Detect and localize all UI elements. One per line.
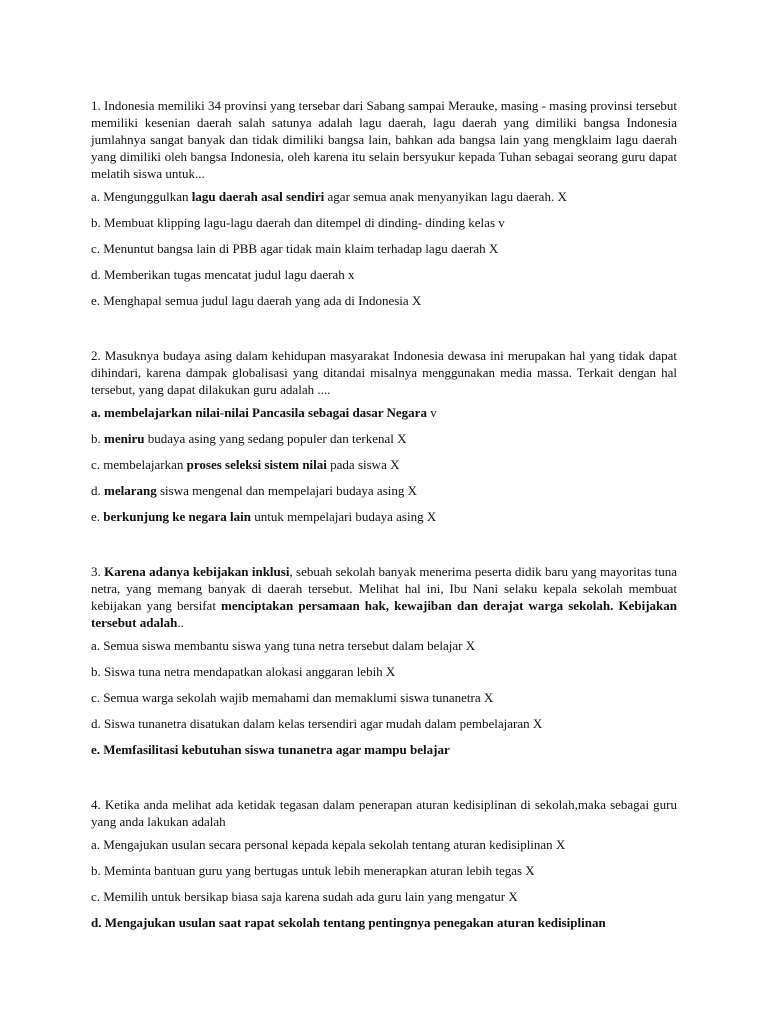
question-4-stem: 4. Ketika anda melihat ada ketidak tegasan dalam penerapan aturan kedisiplinan di sekolah,maka sebagai guru yang anda lakukan adalah <box>91 797 677 829</box>
spacer <box>91 525 677 563</box>
option-d-bold-text: d. Mengajukan usulan saat rapat sekolah tentang pentingnya penegakan aturan kedisiplinan <box>91 915 606 930</box>
option-a-bold-text: lagu daerah asal sendiri <box>191 189 325 204</box>
stem-bold-text-2: menciptakan persamaan hak, kewajiban dan derajat warga sekolah. Kebijakan tersebut adalah <box>91 598 677 630</box>
option-b-bold-text: meniru <box>104 431 145 446</box>
stem-bold-text-1: Karena adanya kebijakan inklusi <box>104 564 290 579</box>
question-1-option-b: b. Membuat klipping lagu-lagu daerah dan ditempel di dinding- dinding kelas v <box>91 215 505 230</box>
question-2-option-a: a. membelajarkan nilai-nilai Pancasila sebagai dasar Negara v <box>91 405 437 420</box>
option-e-bold-text: berkunjung ke negara lain <box>103 509 252 524</box>
question-4-option-d <box>91 914 677 931</box>
spacer <box>91 758 677 796</box>
question-1-option-d: d. Memberikan tugas mencatat judul lagu daerah x <box>91 267 355 282</box>
question-1-option-a: a. Mengunggulkan lagu daerah asal sendiri agar semua anak menyanyikan lagu daerah. X <box>91 189 567 204</box>
question-3-option-b: b. Siswa tuna netra mendapatkan alokasi anggaran lebih X <box>91 664 396 679</box>
question-3-option-d: d. Siswa tunanetra disatukan dalam kelas tersendiri agar mudah dalam pembelajaran X <box>91 716 543 731</box>
question-1-option-e: e. Menghapal semua judul lagu daerah yang ada di Indonesia X <box>91 293 422 308</box>
question-2-option-b: b. meniru budaya asing yang sedang populer dan terkenal X <box>91 431 407 446</box>
question-2-option-e: e. berkunjung ke negara lain untuk mempelajari budaya asing X <box>91 509 437 524</box>
option-d-bold-text: melarang <box>104 483 157 498</box>
spacer <box>91 309 677 347</box>
question-2-stem: 2. Masuknya budaya asing dalam kehidupan masyarakat Indonesia dewasa ini merupakan hal yang tidak dapat dihindari, karena dampak globalisasi yang ditandai misalnya menggunakan media massa. Terkait dengan hal tersebut, yang dapat dilakukan guru adalah .... <box>91 348 677 397</box>
question-1-option-c: c. Menuntut bangsa lain di PBB agar tidak main klaim terhadap lagu daerah X <box>91 241 499 256</box>
question-3-option-c: c. Semua warga sekolah wajib memahami dan memaklumi siswa tunanetra X <box>91 690 494 705</box>
question-4-option-a: a. Mengajukan usulan secara personal kepada kepala sekolah tentang aturan kedisiplinan X <box>91 837 566 852</box>
question-3-option-a: a. Semua siswa membantu siswa yang tuna netra tersebut dalam belajar X <box>91 638 476 653</box>
question-4-option-c: c. Memilih untuk bersikap biasa saja karena sudah ada guru lain yang mengatur X <box>91 889 518 904</box>
option-c-bold-text: proses seleksi sistem nilai <box>186 457 327 472</box>
question-2-option-c: c. membelajarkan proses seleksi sistem nilai pada siswa X <box>91 457 400 472</box>
question-1-stem: 1. Indonesia memiliki 34 provinsi yang tersebar dari Sabang sampai Merauke, masing - masing provinsi tersebut memiliki kesenian daerah salah satunya adalah lagu daerah, lagu daerah yang dimiliki bangsa Indonesia jumlahnya sangat banyak dan tidak dimiliki bangsa lain, bahkan ada bangsa lain yang mengklaim lagu daerah yang dimiliki oleh bangsa Indonesia, oleh karena itu selain bersyukur kepada Tuhan sebagai seorang guru dapat melatih siswa untuk... <box>91 98 677 181</box>
question-3-option-e <box>91 741 677 758</box>
question-4-option-b: b. Meminta bantuan guru yang bertugas untuk lebih menerapkan aturan lebih tegas X <box>91 863 535 878</box>
document-page <box>91 97 677 931</box>
option-a-bold-text: a. membelajarkan nilai-nilai Pancasila sebagai dasar Negara <box>91 405 427 420</box>
question-2-option-d: d. melarang siswa mengenal dan mempelajari budaya asing X <box>91 483 417 498</box>
question-3-stem: 3. Karena adanya kebijakan inklusi, sebuah sekolah banyak menerima peserta didik baru yang mayoritas tuna netra, yang memang banyak di daerah tersebut. Melihat hal ini, Ibu Nani selaku kepala sekolah membuat kebijakan yang bersifat menciptakan persamaan hak, kewajiban dan derajat warga sekolah. Kebijakan tersebut adalah.. <box>91 564 678 630</box>
option-e-bold-text: e. Memfasilitasi kebutuhan siswa tunanetra agar mampu belajar <box>91 742 450 757</box>
